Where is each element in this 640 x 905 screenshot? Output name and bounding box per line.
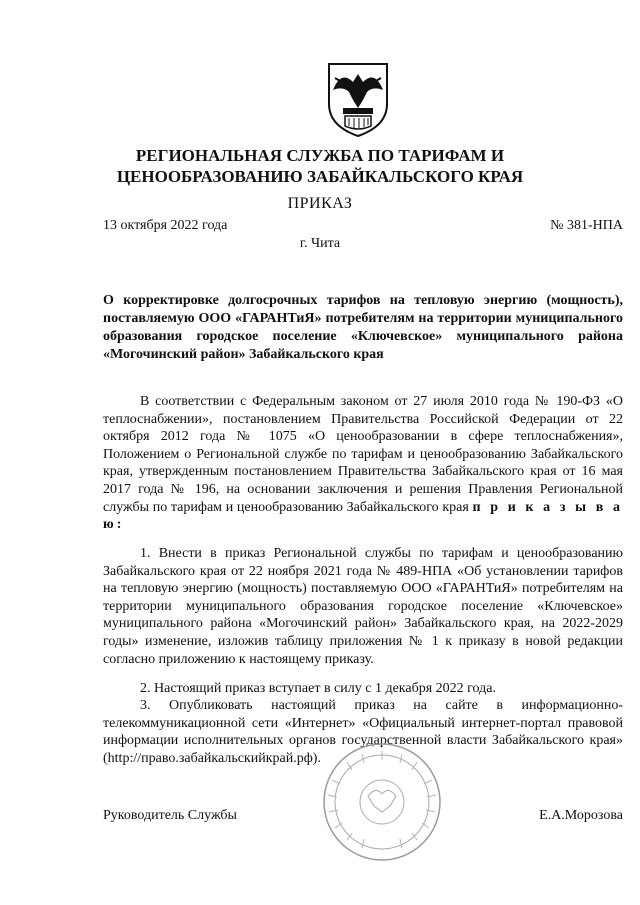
signature-name: Е.А.Морозова [539,808,623,823]
document-city: г. Чита [299,236,341,251]
official-round-seal-icon [302,740,462,865]
document-date: 13 октября 2022 года [103,218,228,233]
signature-position: Руководитель Службы [103,808,237,823]
issuer-title-line-1: РЕГИОНАЛЬНАЯ СЛУЖБА ПО ТАРИФАМ И [135,146,505,165]
order-item-3: 3. Опубликовать настоящий приказ на сайте в информационно-телекоммуникационной сети «Интернет» «Официальный интернет-портал правовой информации исполнительных органов государственной власти Забайкальского края» (http://право.забайкальскийкрай.рф). [103,698,623,766]
basis-paragraph [103,393,623,534]
order-item-2: 2. Настоящий приказ вступает в силу с 1 декабря 2022 года. [140,681,496,696]
issuer-title-line-2: ЦЕНООБРАЗОВАНИЮ ЗАБАЙКАЛЬСКОГО КРАЯ [116,167,524,186]
issuer-title [100,145,540,187]
document-subject: О корректировке долгосрочных тарифов на тепловую энергию (мощность), поставляемую ООО «ГАРАНТиЯ» потребителям на территории муниципального образования городское поселение «Ключевское» муниципального района «Могочинский район» Забайкальского края [103,293,623,362]
order-item-1: 1. Внести в приказ Региональной службы по тарифам и ценообразованию Забайкальского края от 22 ноября 2021 года № 489-НПА «Об установлении тарифов на тепловую энергию (мощность) поставляемую ООО «ГАРАНТиЯ» потребителям на территории муниципального образования городское поселение «Ключевское» муниципального района «Могочинский район» Забайкальского края, на 2022-2029 годы» изменение, изложив таблицу приложения № 1 к приказу в новой редакции согласно приложению к настоящему приказу. [103,546,623,667]
basis-text: В соответствии с Федеральным законом от 27 июля 2010 года № 190-ФЗ «О теплоснабжении», постановлением Правительства Российской Федерации от 22 октября 2012 года № 1075 «О ценообразовании в сфере теплоснабжения», Положением о Региональной службе по тарифам и ценообразованию Забайкальского края, утвержденным постановлением Правительства Забайкальского края от 16 мая 2017 года № 196, на основании заключения и решения Правления Региональной службы по тарифам и ценообразованию Забайкальского края [103,394,623,515]
document-type: ПРИКАЗ [287,195,353,212]
order-word: п р и к а з ы в а ю: [103,499,624,533]
coat-of-arms-eagle-icon [323,60,393,138]
document-number: № 381-НПА [550,218,623,233]
